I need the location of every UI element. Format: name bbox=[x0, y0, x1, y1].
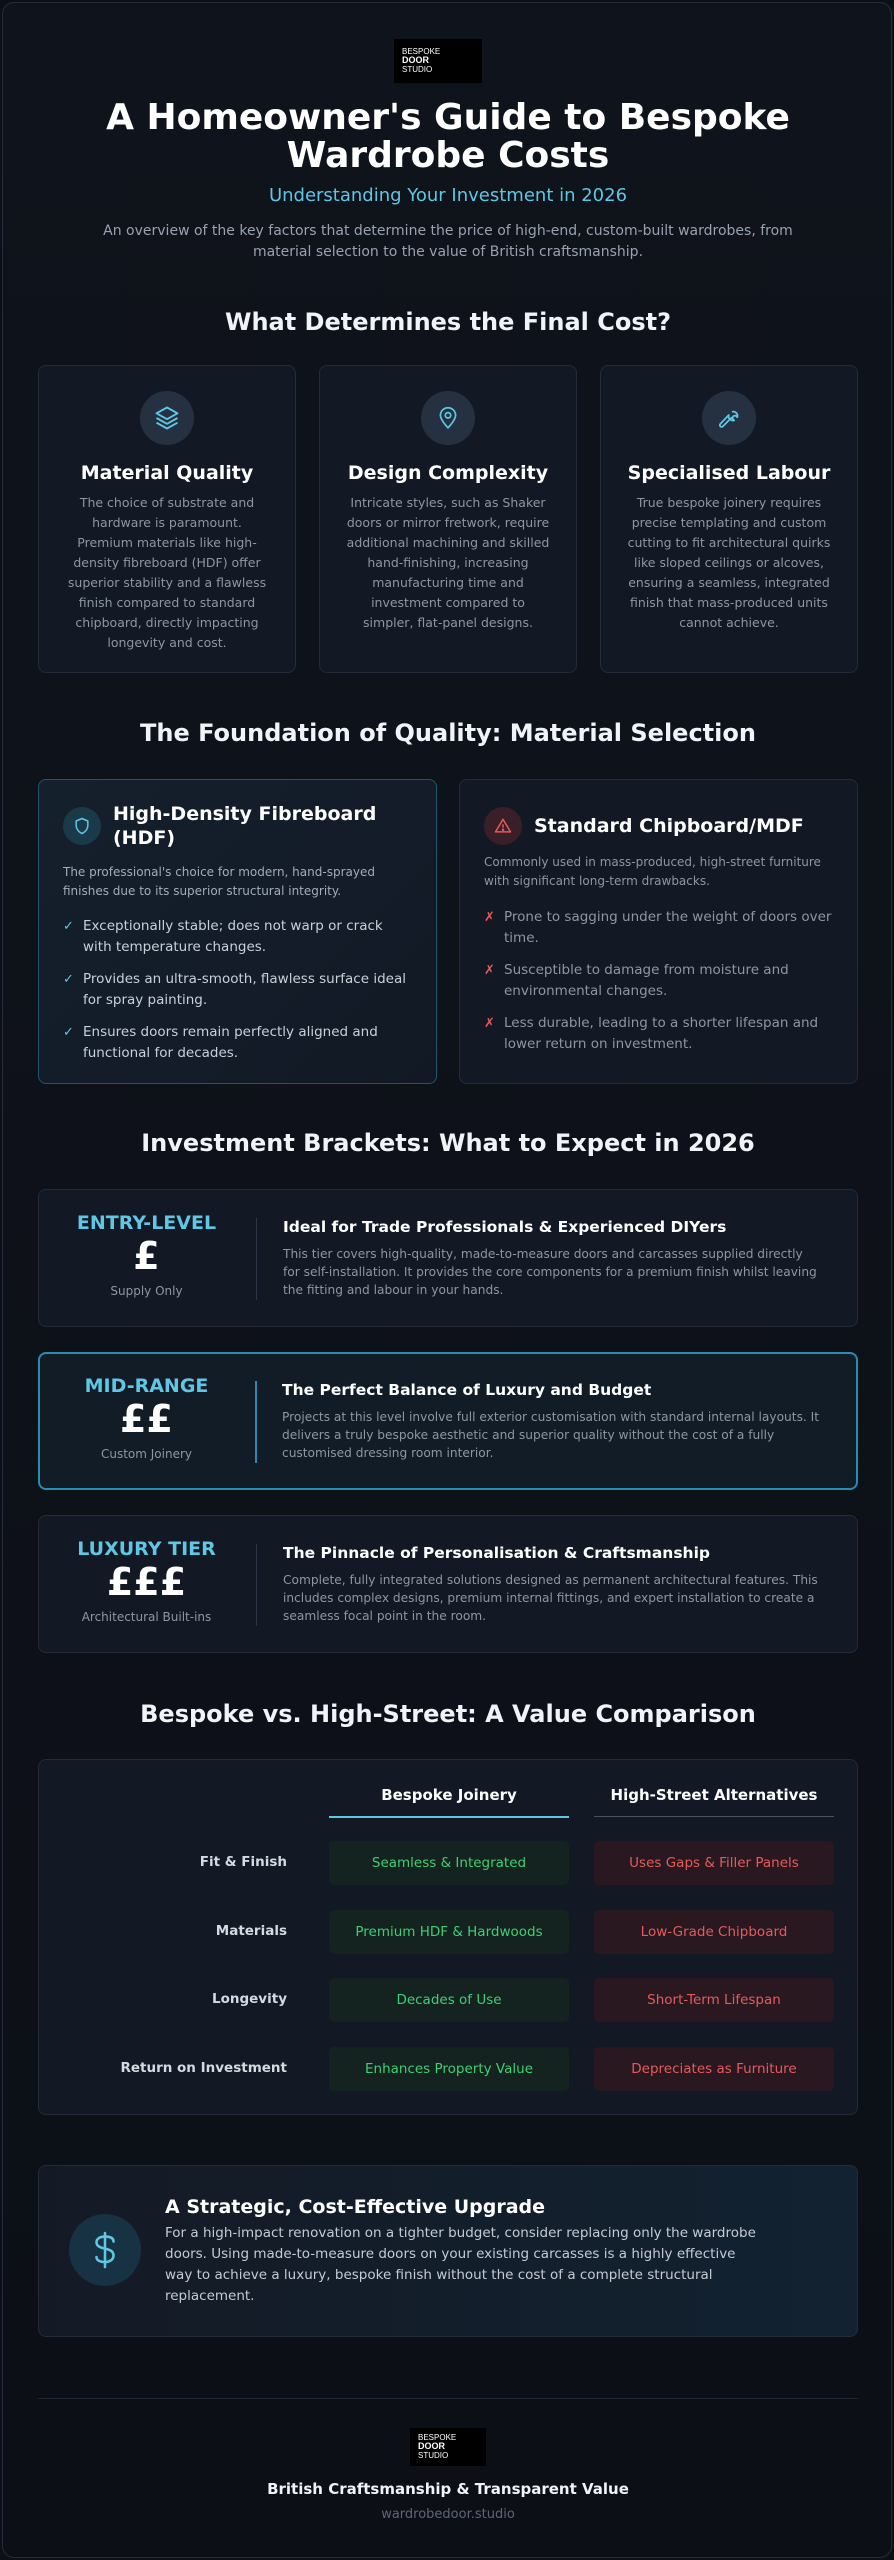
chipboard-title: Standard Chipboard/MDF bbox=[534, 815, 804, 837]
hdf-point-text: Ensures doors remain perfectly aligned and functional for decades. bbox=[83, 1024, 378, 1061]
upgrade-title: A Strategic, Cost-Effective Upgrade bbox=[165, 2196, 546, 2218]
row-label: Materials bbox=[215, 1923, 287, 1939]
upgrade-callout bbox=[38, 2165, 858, 2337]
infographic-frame bbox=[2, 2, 892, 2558]
page-subtitle: Understanding Your Investment in 2026 bbox=[268, 185, 628, 206]
col-header-underline-highstreet bbox=[594, 1816, 834, 1817]
row-label: Longevity bbox=[212, 1991, 287, 2007]
list-item bbox=[63, 1022, 413, 1064]
chipboard-description: Commonly used in mass-produced, high-street furniture with significant long-term drawbacks. bbox=[484, 855, 821, 888]
bespoke-cell: Decades of Use bbox=[329, 1978, 569, 2022]
cross-icon: ✗ bbox=[484, 910, 495, 925]
hdf-point-text: Exceptionally stable; does not warp or crack with temperature changes. bbox=[83, 918, 383, 955]
footer-url[interactable]: wardrobedoor.studio bbox=[381, 2507, 515, 2522]
bracket-caption: Architectural Built-ins bbox=[81, 1610, 212, 1624]
row-label: Fit & Finish bbox=[199, 1854, 287, 1870]
footer-tagline: British Craftsmanship & Transparent Value bbox=[267, 2480, 629, 2498]
brand-logo bbox=[394, 39, 482, 83]
dollar-icon bbox=[69, 2214, 141, 2286]
bespoke-cell: Seamless & Integrated bbox=[329, 1841, 569, 1885]
bracket-symbol: £££ bbox=[106, 1560, 187, 1604]
col-header-highstreet: High-Street Alternatives bbox=[610, 1786, 818, 1804]
hdf-point-text: Provides an ultra-smooth, flawless surface ideal for spray painting. bbox=[83, 971, 406, 1008]
footer-logo bbox=[410, 2428, 486, 2466]
hdf-title-line-2: (HDF) bbox=[113, 827, 176, 849]
factor-card-design bbox=[319, 365, 577, 673]
page-intro-line-1: An overview of the key factors that determine the price of high-end, custom-built wardrobes, from bbox=[103, 223, 793, 239]
col-header-underline-bespoke bbox=[329, 1816, 569, 1818]
list-item bbox=[63, 969, 413, 1011]
factor-body: Intricate styles, such as Shaker doors or mirror fretwork, require additional machining and skilled hand-finishing, increasing manufacturing time and investment compared to simpler, flat-panel designs. bbox=[346, 495, 550, 630]
comparison-table bbox=[38, 1759, 858, 2115]
chipboard-points bbox=[484, 907, 834, 1055]
shield-icon bbox=[63, 807, 101, 845]
brackets-section-title: Investment Brackets: What to Expect in 2026 bbox=[141, 1129, 755, 1157]
hdf-title-line-1: High-Density Fibreboard bbox=[113, 803, 377, 825]
bracket-label: LUXURY TIER bbox=[77, 1538, 216, 1560]
bracket-body: Complete, fully integrated solutions designed as permanent architectural features. This includes complex designs, premium internal fittings, and expert installation to create a seamless focal point in the room. bbox=[283, 1573, 818, 1623]
material-card-hdf bbox=[38, 779, 437, 1084]
bracket-symbol: £ bbox=[133, 1234, 160, 1278]
page-intro bbox=[3, 221, 892, 263]
bracket-label: ENTRY-LEVEL bbox=[76, 1212, 217, 1234]
wrench-icon bbox=[702, 391, 756, 445]
bespoke-cell: Premium HDF & Hardwoods bbox=[329, 1910, 569, 1954]
layers-icon bbox=[140, 391, 194, 445]
bracket-divider bbox=[256, 1544, 257, 1626]
hdf-points bbox=[63, 916, 413, 1064]
bracket-caption: Supply Only bbox=[110, 1284, 183, 1298]
bracket-symbol: ££ bbox=[120, 1397, 173, 1441]
highstreet-cell: Low-Grade Chipboard bbox=[594, 1910, 834, 1954]
material-card-chipboard bbox=[459, 779, 858, 1084]
highstreet-cell: Depreciates as Furniture bbox=[594, 2047, 834, 2091]
factor-title: Design Complexity bbox=[347, 462, 549, 484]
bracket-divider bbox=[255, 1381, 257, 1463]
list-item bbox=[484, 960, 834, 1002]
logo-line-2: DOOR bbox=[402, 55, 429, 66]
hdf-title bbox=[113, 802, 413, 850]
factor-card-material bbox=[38, 365, 296, 673]
page-title-line-2: Wardrobe Costs bbox=[286, 135, 610, 176]
cross-icon: ✗ bbox=[484, 963, 495, 978]
bracket-heading: Ideal for Trade Professionals & Experienced DIYers bbox=[283, 1218, 727, 1236]
logo-line-3: STUDIO bbox=[402, 64, 433, 74]
page-title bbox=[3, 99, 892, 175]
bracket-heading: The Pinnacle of Personalisation & Craftsmanship bbox=[283, 1544, 710, 1562]
bracket-caption: Custom Joinery bbox=[100, 1447, 193, 1461]
chipboard-point-text: Less durable, leading to a shorter lifespan and lower return on investment. bbox=[504, 1015, 819, 1052]
bracket-card-mid bbox=[38, 1352, 858, 1490]
col-header-bespoke: Bespoke Joinery bbox=[381, 1786, 517, 1804]
bracket-label: MID-RANGE bbox=[84, 1375, 209, 1397]
logo-line-3: STUDIO bbox=[418, 2450, 449, 2460]
hdf-description: The professional's choice for modern, hand-sprayed finishes due to its superior structural integrity. bbox=[63, 865, 375, 898]
bracket-card-luxury bbox=[38, 1515, 858, 1653]
row-label: Return on Investment bbox=[120, 2060, 287, 2076]
page-title-line-1: A Homeowner's Guide to Bespoke bbox=[106, 97, 790, 138]
page-intro-line-2: material selection to the value of British craftsmanship. bbox=[252, 244, 644, 260]
footer-divider bbox=[38, 2398, 858, 2399]
bracket-card-entry bbox=[38, 1189, 858, 1327]
list-item bbox=[484, 1013, 834, 1055]
check-icon: ✓ bbox=[63, 1025, 74, 1040]
logo-line-2: DOOR bbox=[418, 2441, 445, 2452]
factor-body: The choice of substrate and hardware is paramount. Premium materials like high-density fibreboard (HDF) offer superior stability and a flawless finish compared to standard chipboard, directly impacting longevity and cost. bbox=[67, 495, 267, 650]
bracket-body: This tier covers high-quality, made-to-measure doors and carcasses supplied directly for self-installation. It provides the core components for a premium finish whilst leaving the fitting and labour in your hands. bbox=[283, 1247, 817, 1297]
check-icon: ✓ bbox=[63, 919, 74, 934]
factor-card-labour bbox=[600, 365, 858, 673]
list-item bbox=[484, 907, 834, 949]
bracket-body: Projects at this level involve full exterior customisation with standard internal layouts. It delivers a truly bespoke aesthetic and superior quality without the cost of a fully customised dressing room interior. bbox=[282, 1410, 820, 1460]
location-pin-icon bbox=[421, 391, 475, 445]
warning-icon bbox=[484, 807, 522, 845]
bracket-heading: The Perfect Balance of Luxury and Budget bbox=[282, 1381, 652, 1399]
factor-body: True bespoke joinery requires precise templating and custom cutting to fit architectural quirks like sloped ceilings or alcoves, ensuring a seamless, integrated finish that mass-produced units cannot achieve. bbox=[627, 495, 831, 630]
highstreet-cell: Short-Term Lifespan bbox=[594, 1978, 834, 2022]
factors-section-title: What Determines the Final Cost? bbox=[224, 308, 672, 336]
cross-icon: ✗ bbox=[484, 1016, 495, 1031]
bracket-divider bbox=[256, 1218, 257, 1300]
chipboard-point-text: Prone to sagging under the weight of doors over time. bbox=[504, 909, 832, 946]
factor-title: Specialised Labour bbox=[627, 462, 831, 484]
factor-title: Material Quality bbox=[80, 462, 254, 484]
check-icon: ✓ bbox=[63, 972, 74, 987]
highstreet-cell: Uses Gaps & Filler Panels bbox=[594, 1841, 834, 1885]
list-item bbox=[63, 916, 413, 958]
logo-line-1: BESPOKE bbox=[402, 46, 441, 56]
upgrade-body: For a high-impact renovation on a tighter budget, consider replacing only the wardrobe doors. Using made-to-measure doors on your existing carcasses is a highly effective way to achieve a luxury, bespoke finish without the cost of a complete structural replacement. bbox=[165, 2225, 756, 2304]
logo-line-1: BESPOKE bbox=[418, 2432, 457, 2442]
comparison-section-title: Bespoke vs. High-Street: A Value Comparison bbox=[140, 1700, 756, 1728]
chipboard-point-text: Susceptible to damage from moisture and environmental changes. bbox=[504, 962, 789, 999]
materials-section-title: The Foundation of Quality: Material Selection bbox=[140, 719, 756, 747]
bespoke-cell: Enhances Property Value bbox=[329, 2047, 569, 2091]
